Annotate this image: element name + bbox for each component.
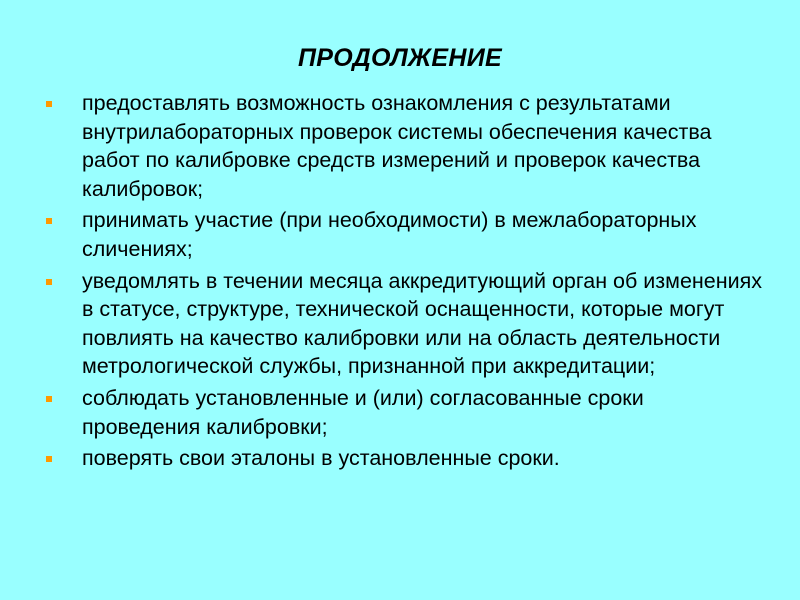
list-item bbox=[44, 384, 764, 441]
bullet-square-icon bbox=[46, 218, 52, 224]
list-item bbox=[44, 444, 764, 473]
list-item bbox=[44, 89, 764, 203]
bullet-square-icon bbox=[46, 396, 52, 402]
list-item-text: уведомлять в течении месяца аккредитующий орган об изменениях в статусе, структуре, технической оснащенности, которые могут повлиять на качество калибровки или на область деятельности метрологической службы, признанной при аккредитации; bbox=[82, 268, 763, 379]
list-item-text: принимать участие (при необходимости) в межлабораторных сличениях; bbox=[82, 208, 697, 261]
bullet-square-icon bbox=[46, 101, 52, 107]
bullet-list bbox=[44, 89, 764, 476]
list-item-text: предоставлять возможность ознакомления с результатами внутрилабораторных проверок системы обеспечения качества работ по калибровке средств измерений и проверок качества калибровок; bbox=[82, 91, 712, 201]
list-item-text: поверять свои эталоны в установленные сроки. bbox=[82, 446, 560, 471]
list-item bbox=[44, 267, 764, 381]
slide-title: ПРОДОЛЖЕНИЕ bbox=[298, 44, 502, 72]
bullet-square-icon bbox=[46, 279, 52, 285]
list-item-text: соблюдать установленные и (или) согласованные сроки проведения калибровки; bbox=[82, 385, 644, 439]
bullet-square-icon bbox=[46, 456, 52, 462]
list-item bbox=[44, 206, 764, 263]
